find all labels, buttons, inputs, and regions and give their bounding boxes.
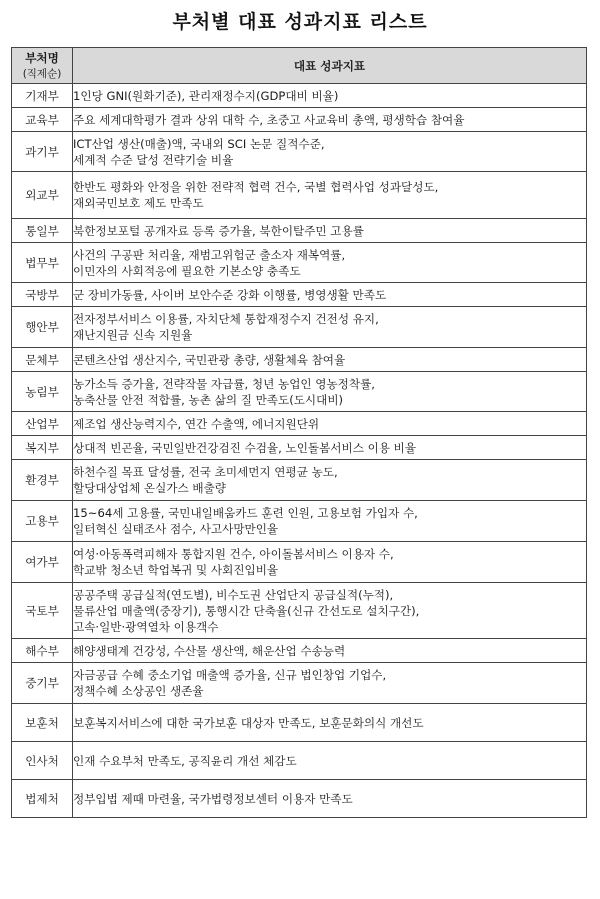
kpi-text-line: 해양생태계 건강성, 수산물 생산액, 해운산업 수송능력 bbox=[73, 643, 346, 658]
table-row bbox=[12, 436, 587, 460]
dept-header-sublabel: (직제순) bbox=[22, 67, 62, 80]
dept-cell: 기재부 bbox=[12, 84, 73, 108]
kpi-text-line: ICT산업 생산(매출)액, 국내외 SCI 논문 질적수준, bbox=[73, 136, 325, 151]
kpi-text-line: 고속·일반·광역열차 이용객수 bbox=[73, 619, 219, 634]
dept-header-label: 부처명 bbox=[25, 50, 59, 65]
table-row bbox=[12, 348, 587, 372]
kpi-text-line: 일터혁신 실태조사 점수, 사고사망만인율 bbox=[73, 522, 279, 536]
kpi-text-line: 제조업 생산능력지수, 연간 수출액, 에너지원단위 bbox=[73, 416, 320, 431]
kpi-cell bbox=[73, 243, 587, 283]
kpi-text-line: 정책수혜 소상공인 생존율 bbox=[73, 684, 204, 698]
dept-cell: 외교부 bbox=[12, 172, 73, 219]
table-body bbox=[12, 84, 587, 818]
table-row bbox=[12, 663, 587, 704]
kpi-text-line: 콘텐츠산업 생산지수, 국민관광 총량, 생활체육 참여율 bbox=[73, 352, 346, 367]
dept-cell: 환경부 bbox=[12, 460, 73, 501]
kpi-cell bbox=[73, 780, 587, 818]
dept-cell: 과기부 bbox=[12, 132, 73, 172]
kpi-cell bbox=[73, 132, 587, 172]
kpi-cell bbox=[73, 742, 587, 780]
table-row bbox=[12, 639, 587, 663]
table-row bbox=[12, 501, 587, 542]
kpi-text-line: 1인당 GNI(원화기준), 관리재정수지(GDP대비 비율) bbox=[73, 88, 339, 103]
dept-cell: 보훈처 bbox=[12, 704, 73, 742]
kpi-text-line: 15~64세 고용률, 국민내일배움카드 훈련 인원, 고용보험 가입자 수, bbox=[73, 506, 418, 520]
kpi-cell bbox=[73, 412, 587, 436]
dept-cell: 복지부 bbox=[12, 436, 73, 460]
kpi-cell bbox=[73, 639, 587, 663]
kpi-text-line: 한반도 평화와 안정을 위한 전략적 협력 건수, 국별 협력사업 성과달성도, bbox=[73, 180, 439, 194]
kpi-text-line: 자금공급 수혜 중소기업 매출액 증가율, 신규 법인창업 기업수, bbox=[73, 668, 387, 682]
table-row bbox=[12, 412, 587, 436]
page-title: 부처별 대표 성과지표 리스트 bbox=[172, 11, 428, 33]
kpi-text-line: 재난지원금 신속 지원율 bbox=[73, 328, 193, 342]
dept-cell: 문체부 bbox=[12, 348, 73, 372]
kpi-text-line: 사건의 구공판 처리율, 재범고위험군 출소자 재복역률, bbox=[73, 247, 346, 262]
kpi-cell bbox=[73, 372, 587, 412]
kpi-text-line: 정부입법 제때 마련율, 국가법령정보센터 이용자 만족도 bbox=[73, 791, 353, 806]
table-row bbox=[12, 283, 587, 307]
kpi-text-line: 군 장비가동률, 사이버 보안수준 강화 이행률, 병영생활 만족도 bbox=[73, 287, 387, 302]
kpi-column-header: 대표 성과지표 bbox=[73, 48, 587, 84]
kpi-cell bbox=[73, 283, 587, 307]
kpi-text-line: 세계적 수준 달성 전략기술 비율 bbox=[73, 152, 234, 167]
table-row bbox=[12, 219, 587, 243]
dept-cell: 법무부 bbox=[12, 243, 73, 283]
kpi-text-line: 농축산물 안전 적합률, 농촌 삶의 질 만족도(도시대비) bbox=[73, 392, 344, 407]
table-row bbox=[12, 780, 587, 818]
kpi-cell bbox=[73, 501, 587, 542]
kpi-text-line: 여성·아동폭력피해자 통합지원 건수, 아이돌봄서비스 이용자 수, bbox=[73, 547, 394, 561]
kpi-text-line: 이민자의 사회적응에 필요한 기본소양 충족도 bbox=[73, 263, 301, 278]
table-row bbox=[12, 542, 587, 583]
table-row bbox=[12, 307, 587, 348]
table-row bbox=[12, 460, 587, 501]
dept-cell: 농림부 bbox=[12, 372, 73, 412]
table-row bbox=[12, 172, 587, 219]
kpi-cell bbox=[73, 172, 587, 219]
kpi-text-line: 전자정부서비스 이용률, 자치단체 통합재정수지 건전성 유지, bbox=[73, 312, 379, 326]
dept-cell: 인사처 bbox=[12, 742, 73, 780]
kpi-text-line: 학교밖 청소년 학업복귀 및 사회진입비율 bbox=[73, 563, 279, 577]
kpi-cell bbox=[73, 436, 587, 460]
kpi-cell bbox=[73, 348, 587, 372]
table-row bbox=[12, 243, 587, 283]
kpi-text-line: 북한정보포털 공개자료 등록 증가율, 북한이탈주민 고용률 bbox=[73, 223, 364, 238]
kpi-cell bbox=[73, 704, 587, 742]
dept-cell: 교육부 bbox=[12, 108, 73, 132]
table-row bbox=[12, 704, 587, 742]
kpi-text-line: 할당대상업체 온실가스 배출량 bbox=[73, 481, 226, 495]
table-row bbox=[12, 742, 587, 780]
kpi-cell bbox=[73, 219, 587, 243]
kpi-text-line: 상대적 빈곤율, 국민일반건강검진 수검율, 노인돌봄서비스 이용 비율 bbox=[73, 440, 417, 455]
kpi-cell bbox=[73, 460, 587, 501]
dept-cell: 법제처 bbox=[12, 780, 73, 818]
table-header-row bbox=[12, 48, 587, 84]
kpi-text-line: 주요 세계대학평가 결과 상위 대학 수, 초중고 사교육비 총액, 평생학습 참여율 bbox=[73, 112, 465, 127]
table-row bbox=[12, 108, 587, 132]
kpi-cell bbox=[73, 108, 587, 132]
dept-column-header bbox=[12, 48, 73, 84]
dept-cell: 중기부 bbox=[12, 663, 73, 704]
kpi-cell bbox=[73, 84, 587, 108]
table-row bbox=[12, 84, 587, 108]
table-row bbox=[12, 372, 587, 412]
dept-cell: 통일부 bbox=[12, 219, 73, 243]
kpi-text-line: 농가소득 증가율, 전략작물 자급률, 청년 농업인 영농정착률, bbox=[73, 376, 375, 391]
dept-cell: 행안부 bbox=[12, 307, 73, 348]
kpi-cell bbox=[73, 663, 587, 704]
kpi-text-line: 물류산업 매출액(중장기), 통행시간 단축율(신규 간선도로 설치구간), bbox=[73, 603, 420, 618]
kpi-table bbox=[11, 47, 587, 818]
kpi-text-line: 공공주택 공급실적(연도별), 비수도권 산업단지 공급실적(누적), bbox=[73, 587, 394, 602]
kpi-cell bbox=[73, 307, 587, 348]
kpi-text-line: 보훈복지서비스에 대한 국가보훈 대상자 만족도, 보훈문화의식 개선도 bbox=[73, 715, 424, 730]
dept-cell: 고용부 bbox=[12, 501, 73, 542]
dept-cell: 여가부 bbox=[12, 542, 73, 583]
kpi-text-line: 하천수질 목표 달성률, 전국 초미세먼지 연평균 농도, bbox=[73, 465, 338, 479]
dept-cell: 산업부 bbox=[12, 412, 73, 436]
kpi-text-line: 재외국민보호 제도 만족도 bbox=[73, 196, 204, 210]
kpi-cell bbox=[73, 583, 587, 639]
dept-cell: 해수부 bbox=[12, 639, 73, 663]
kpi-cell bbox=[73, 542, 587, 583]
dept-cell: 국토부 bbox=[12, 583, 73, 639]
kpi-text-line: 인재 수요부처 만족도, 공직윤리 개선 체감도 bbox=[73, 753, 297, 768]
table-row bbox=[12, 583, 587, 639]
dept-cell: 국방부 bbox=[12, 283, 73, 307]
table-row bbox=[12, 132, 587, 172]
